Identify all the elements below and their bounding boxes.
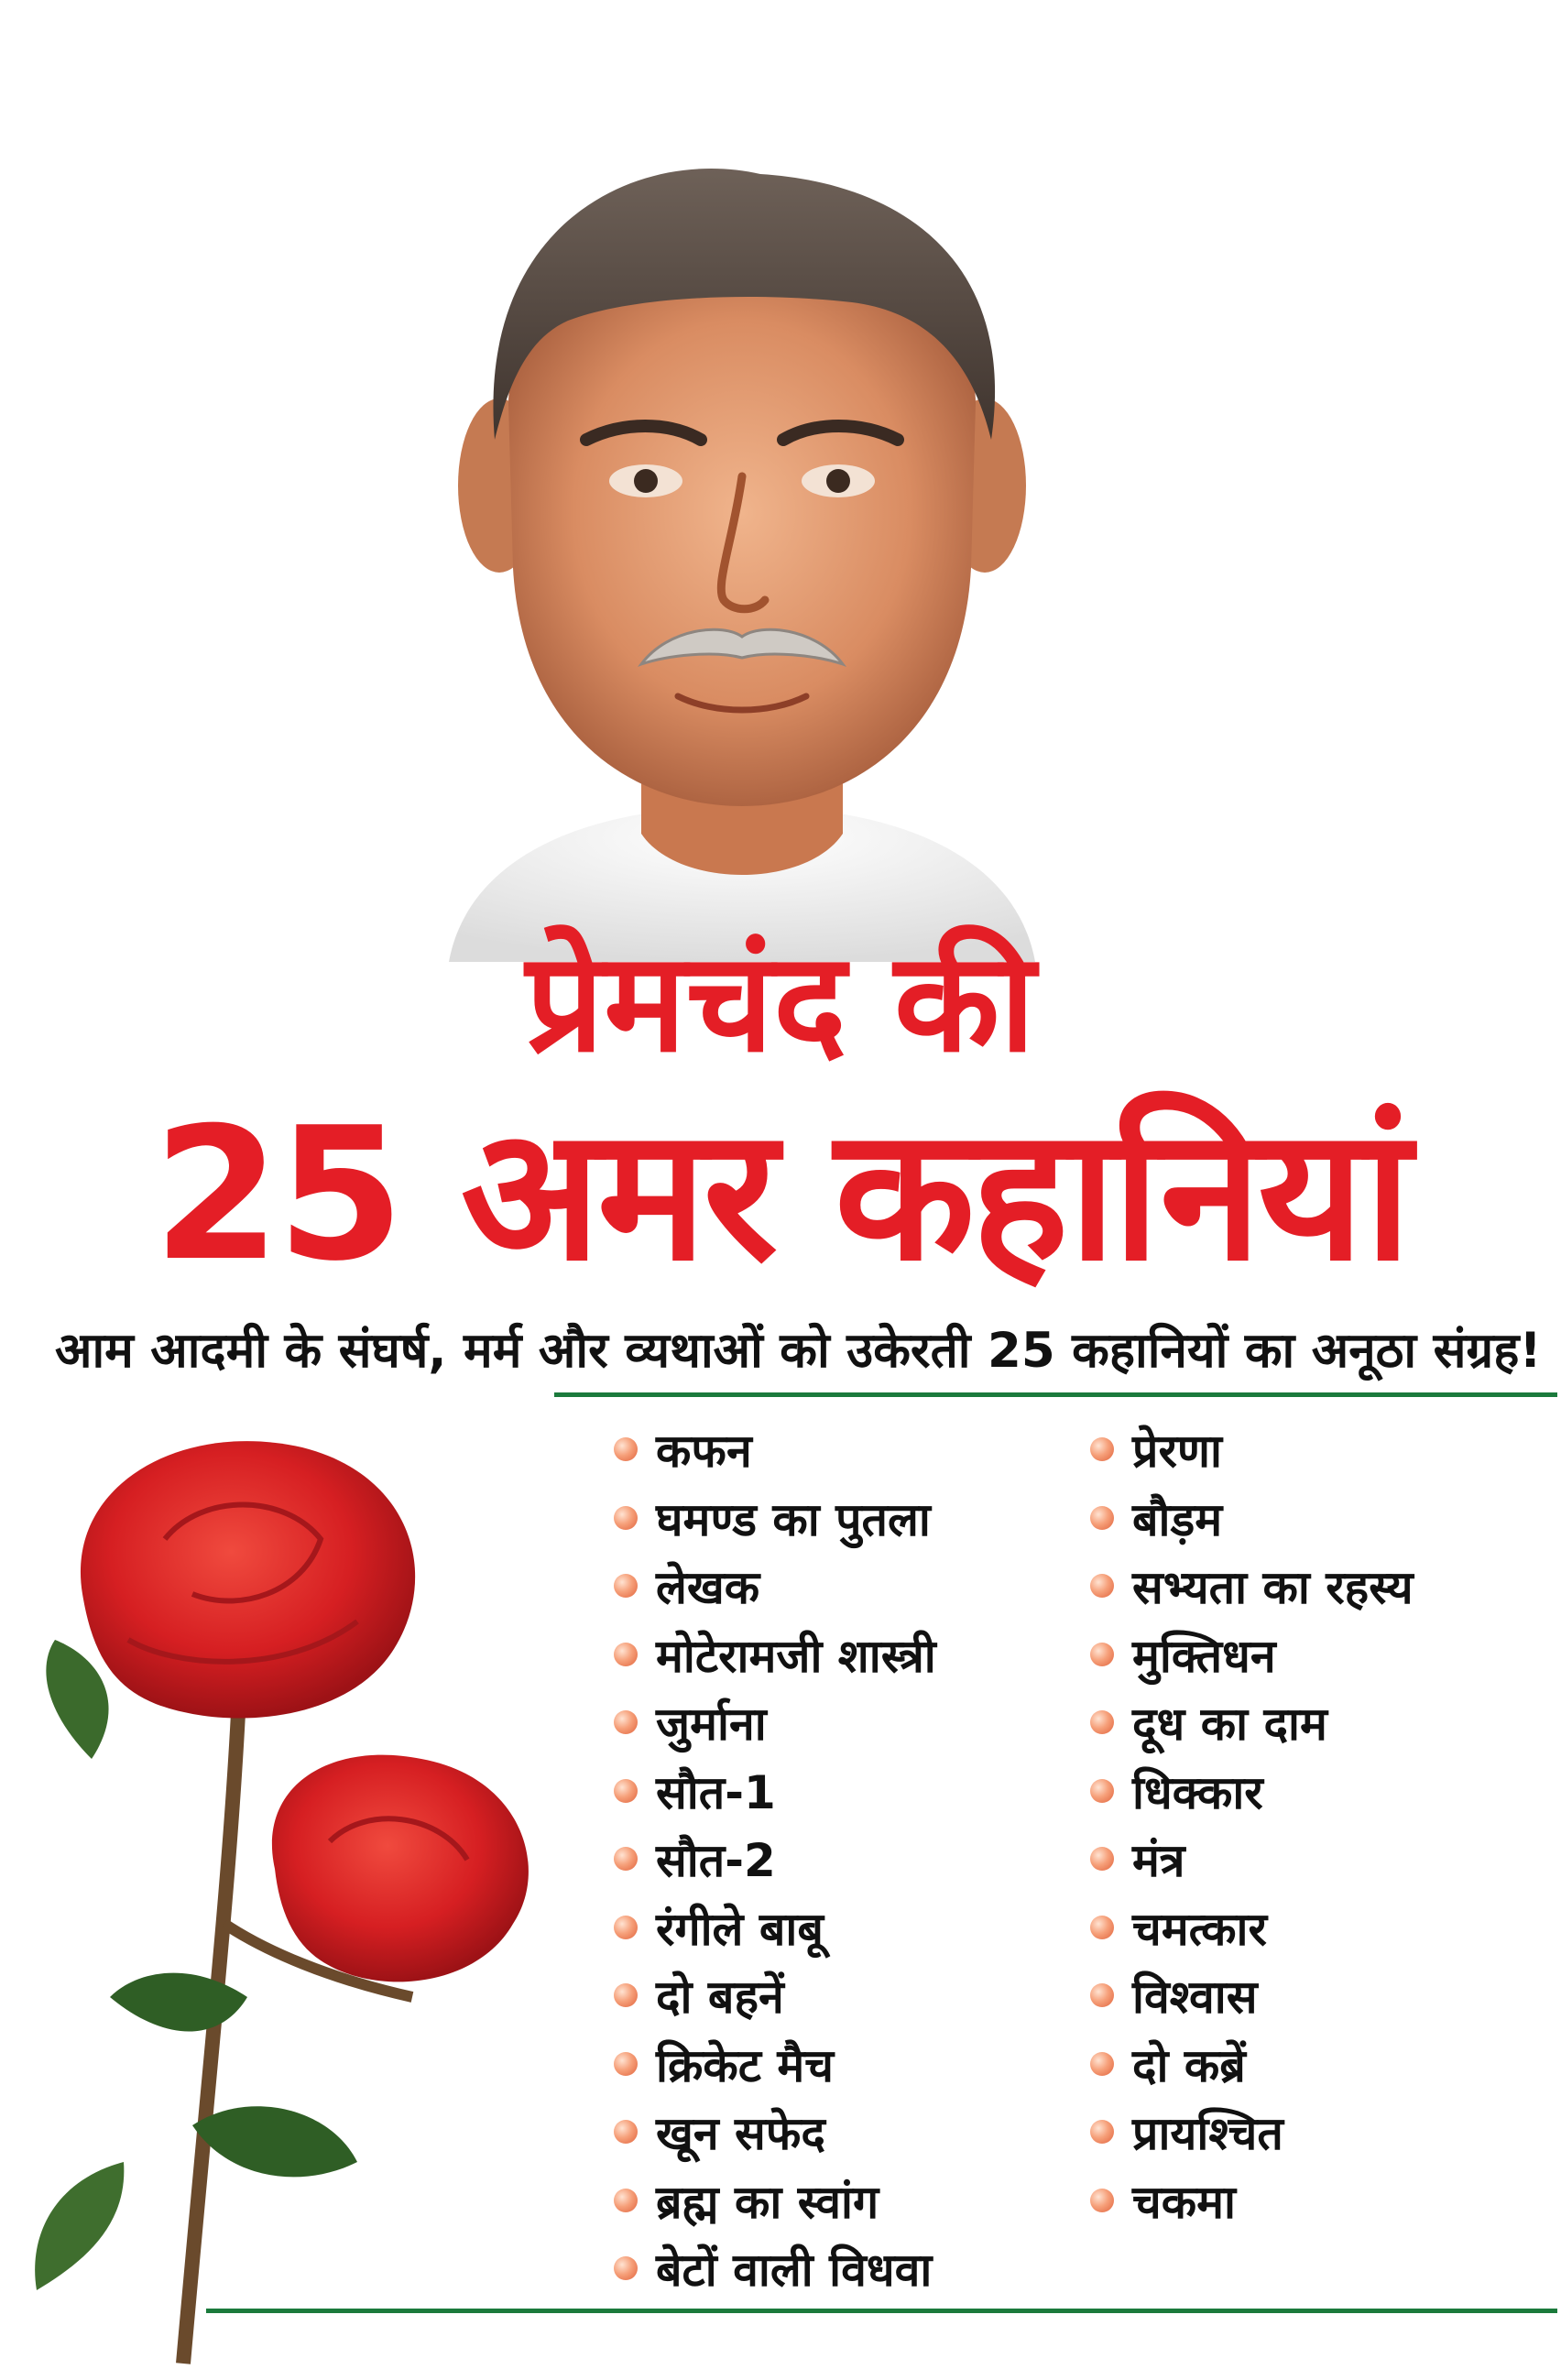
- story-item: [1090, 2167, 1414, 2235]
- story-item: [614, 1757, 936, 1826]
- story-title: रंगीले बाबू: [656, 1902, 824, 1956]
- story-title: घमण्ड का पुतला: [656, 1492, 931, 1546]
- story-title: विश्वास: [1132, 1971, 1258, 2025]
- story-item: [614, 2167, 936, 2235]
- title-main-line: 25 अमर कहानियां: [153, 1088, 1408, 1302]
- bullet-icon: [1090, 1506, 1114, 1530]
- story-item: [1090, 1688, 1414, 1757]
- bullet-icon: [1090, 2052, 1114, 2076]
- bullet-icon: [614, 1643, 638, 1666]
- story-title: ब्रह्म का स्वांग: [656, 2175, 879, 2229]
- story-item: [1090, 1621, 1414, 1689]
- bullet-icon: [1090, 1847, 1114, 1871]
- story-item: [614, 1415, 936, 1484]
- bullet-icon: [1090, 1983, 1114, 2007]
- title-author-line: प्रेमचंद की: [525, 923, 1036, 1083]
- story-item: [614, 1688, 936, 1757]
- divider-bottom: [206, 2309, 1557, 2313]
- bullet-icon: [614, 1506, 638, 1530]
- story-item: [614, 1552, 936, 1621]
- subtitle-tagline: आम आदमी के संघर्ष, मर्म और व्यथाओं को उकेरती 25 कहानियों का अनूठा संग्रह!: [55, 1323, 1542, 1379]
- bullet-icon: [614, 1983, 638, 2007]
- bullet-icon: [614, 1847, 638, 1871]
- story-list-left: [614, 1415, 936, 2303]
- story-item: [1090, 1415, 1414, 1484]
- story-title: खून सफेद: [656, 2107, 825, 2161]
- bullet-icon: [614, 2189, 638, 2212]
- bullet-icon: [1090, 1437, 1114, 1461]
- bullet-icon: [614, 1437, 638, 1461]
- story-title: बेटों वाली विधवा: [656, 2244, 933, 2298]
- bullet-icon: [614, 2256, 638, 2280]
- bullet-icon: [614, 1574, 638, 1598]
- story-item: [1090, 2030, 1414, 2099]
- bullet-icon: [1090, 1710, 1114, 1734]
- story-title: मोटेरामजी शास्त्री: [656, 1629, 936, 1683]
- bullet-icon: [614, 1710, 638, 1734]
- story-title: चकमा: [1132, 2175, 1236, 2229]
- story-list-right: [1090, 1415, 1414, 2234]
- story-item: [614, 2098, 936, 2167]
- bullet-icon: [614, 1916, 638, 1939]
- story-title: जुर्माना: [656, 1698, 767, 1752]
- story-item: [614, 1621, 936, 1689]
- story-title: सभ्यता का रहस्य: [1132, 1561, 1414, 1615]
- story-title: प्रायश्चित: [1132, 2107, 1283, 2161]
- rose-illustration: [27, 1411, 614, 2373]
- bullet-icon: [1090, 2120, 1114, 2144]
- bullet-icon: [614, 2120, 638, 2144]
- story-item: [614, 1894, 936, 1962]
- story-item: [614, 2234, 936, 2303]
- bullet-icon: [1090, 1643, 1114, 1666]
- story-title: बौड़म: [1132, 1492, 1223, 1546]
- story-title: क्रिकेट मैच: [656, 2038, 835, 2092]
- bullet-icon: [1090, 1916, 1114, 1939]
- story-item: [1090, 1757, 1414, 1826]
- author-portrait: [339, 165, 1145, 962]
- story-title: दूध का दाम: [1132, 1698, 1327, 1752]
- story-title: दो बहनें: [656, 1971, 784, 2025]
- bullet-icon: [1090, 2189, 1114, 2212]
- story-title: मुक्तिधन: [1132, 1629, 1276, 1683]
- story-item: [614, 1484, 936, 1553]
- story-title: दो कब्रें: [1132, 2038, 1246, 2092]
- story-item: [1090, 1825, 1414, 1894]
- story-title: प्रेरणा: [1132, 1425, 1222, 1479]
- story-title: धिक्कार: [1132, 1765, 1263, 1819]
- divider-top: [554, 1392, 1557, 1397]
- story-title: चमत्कार: [1132, 1902, 1267, 1956]
- story-item: [1090, 1961, 1414, 2030]
- bullet-icon: [1090, 1574, 1114, 1598]
- story-item: [614, 1825, 936, 1894]
- bullet-icon: [1090, 1779, 1114, 1803]
- story-title: सौत-2: [656, 1834, 776, 1888]
- story-item: [614, 1961, 936, 2030]
- story-item: [1090, 1484, 1414, 1553]
- story-item: [1090, 1894, 1414, 1962]
- story-title: लेखक: [656, 1561, 760, 1615]
- bullet-icon: [614, 1779, 638, 1803]
- story-title: कफन: [656, 1425, 752, 1479]
- bullet-icon: [614, 2052, 638, 2076]
- story-item: [1090, 1552, 1414, 1621]
- story-title: सौत-1: [656, 1765, 776, 1819]
- story-item: [614, 2030, 936, 2099]
- story-title: मंत्र: [1132, 1834, 1185, 1888]
- story-item: [1090, 2098, 1414, 2167]
